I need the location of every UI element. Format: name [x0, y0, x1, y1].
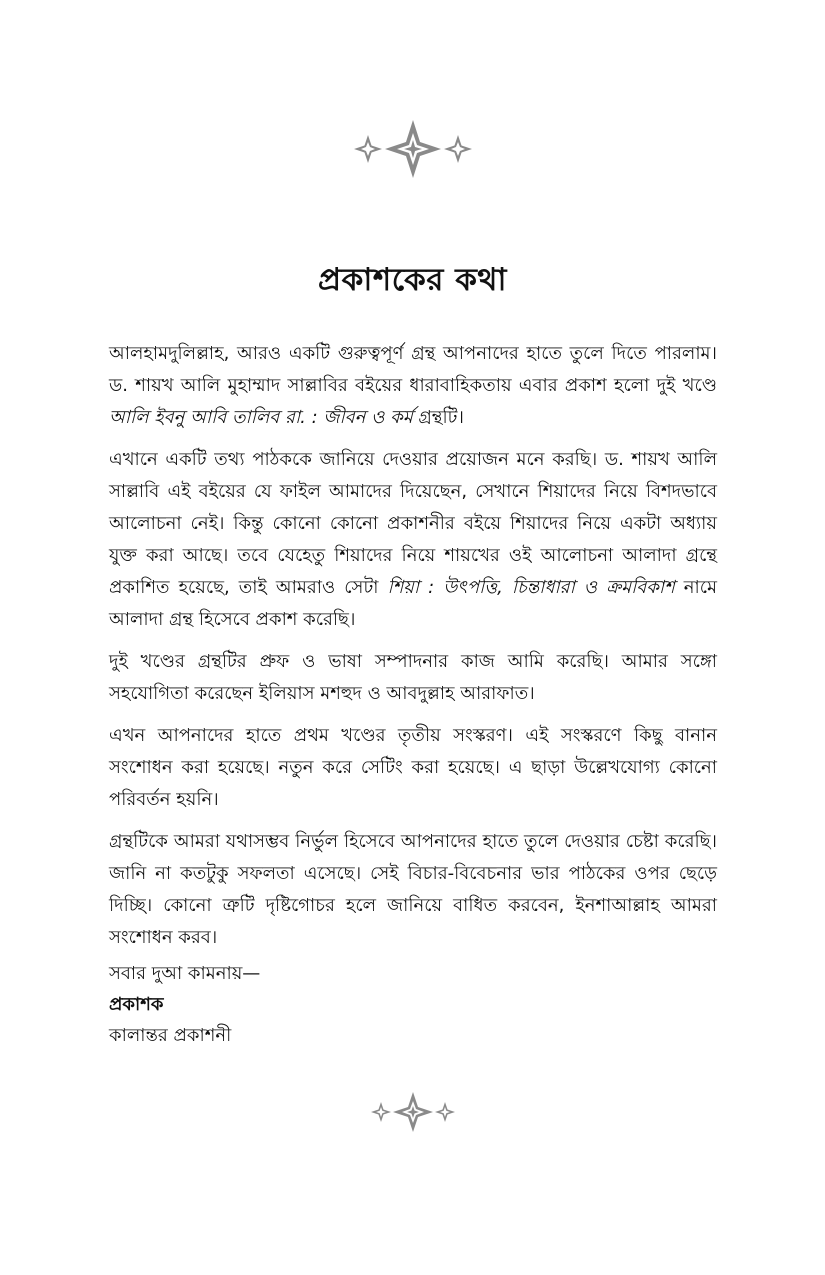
publisher-name: কালান্তর প্রকাশনী — [109, 1025, 232, 1046]
bottom-ornament — [0, 1090, 825, 1134]
signoff-block — [109, 958, 509, 1051]
diamond-sparkle-ornament-icon — [368, 1090, 458, 1134]
top-ornament — [0, 118, 825, 180]
preface-body — [109, 338, 717, 964]
paragraph-5: গ্রন্থটিকে আমরা যথাসম্ভব নির্ভুল হিসেবে আপনাদের হাতে তুলে দেওয়ার চেষ্টা করেছি। জানি না কতটুকু সফলতা এসেছে। সেই বিচার-বিবেচনার ভার পাঠকের ওপর ছেড়ে দিচ্ছি। কোনো ত্রুটি দৃষ্টিগোচর হলে জানিয়ে বাধিত করবেন, ইনশাআল্লাহ আমরা সংশোধন করব। — [109, 831, 717, 948]
paragraph-4: এখন আপনাদের হাতে প্রথম খণ্ডের তৃতীয় সংস্করণ। এই সংস্করণে কিছু বানান সংশোধন করা হয়েছে। নতুন করে সেটিং করা হয়েছে। এ ছাড়া উল্লেখযোগ্য কোনো পরিবর্তন হয়নি। — [109, 725, 717, 810]
book-title-italic: আলি ইবনু আবি তালিব রা. : জীবন ও কর্ম — [109, 407, 413, 428]
paragraph-1: আলহামদুলিল্লাহ, আরও একটি গুরুত্বপূর্ণ গ্রন্থ আপনাদের হাতে তুলে দিতে পারলাম। ড. শায়খ আলি মুহাম্মাদ সাল্লাবির বইয়ের ধারাবাহিকতায় এবার প্রকাশ হলো দুই খণ্ডে আলি ইবনু আবি তালিব রা. : জীবন ও কর্ম গ্রন্থটি। — [109, 343, 717, 428]
signoff-greeting: সবার দুআ কামনায়— — [109, 963, 261, 984]
book-title-italic: শিয়া : উৎপত্তি, চিন্তাধারা ও ক্রমবিকাশ — [387, 577, 675, 598]
diamond-sparkle-ornament-icon — [348, 118, 478, 180]
paragraph-3: দুই খণ্ডের গ্রন্থটির প্রুফ ও ভাষা সম্পাদনার কাজ আমি করেছি। আমার সঙ্গো সহযোগিতা করেছেন ইলিয়াস মশহুদ ও আবদুল্লাহ আরাফাত। — [109, 651, 717, 704]
page-title: প্রকাশকের কথা — [318, 262, 507, 298]
paragraph-2: এখানে একটি তথ্য পাঠককে জানিয়ে দেওয়ার প্রয়োজন মনে করছি। ড. শায়খ আলি সাল্লাবি এই বইয়ের যে ফাইল আমাদের দিয়েছেন, সেখানে শিয়াদের নিয়ে বিশদভাবে আলোচনা নেই। কিন্তু কোনো কোনো প্রকাশনীর বইয়ে শিয়াদের নিয়ে একটা অধ্যায় যুক্ত করা আছে। তবে যেহেতু শিয়াদের নিয়ে শায়খের ওই আলোচনা আলাদা গ্রন্থে প্রকাশিত হয়েছে, তাই আমরাও সেটা শিয়া : উৎপত্তি, চিন্তাধারা ও ক্রমবিকাশ নামে আলাদা গ্রন্থ হিসেবে প্রকাশ করেছি। — [109, 449, 717, 630]
signoff-label: প্রকাশক — [109, 994, 164, 1015]
